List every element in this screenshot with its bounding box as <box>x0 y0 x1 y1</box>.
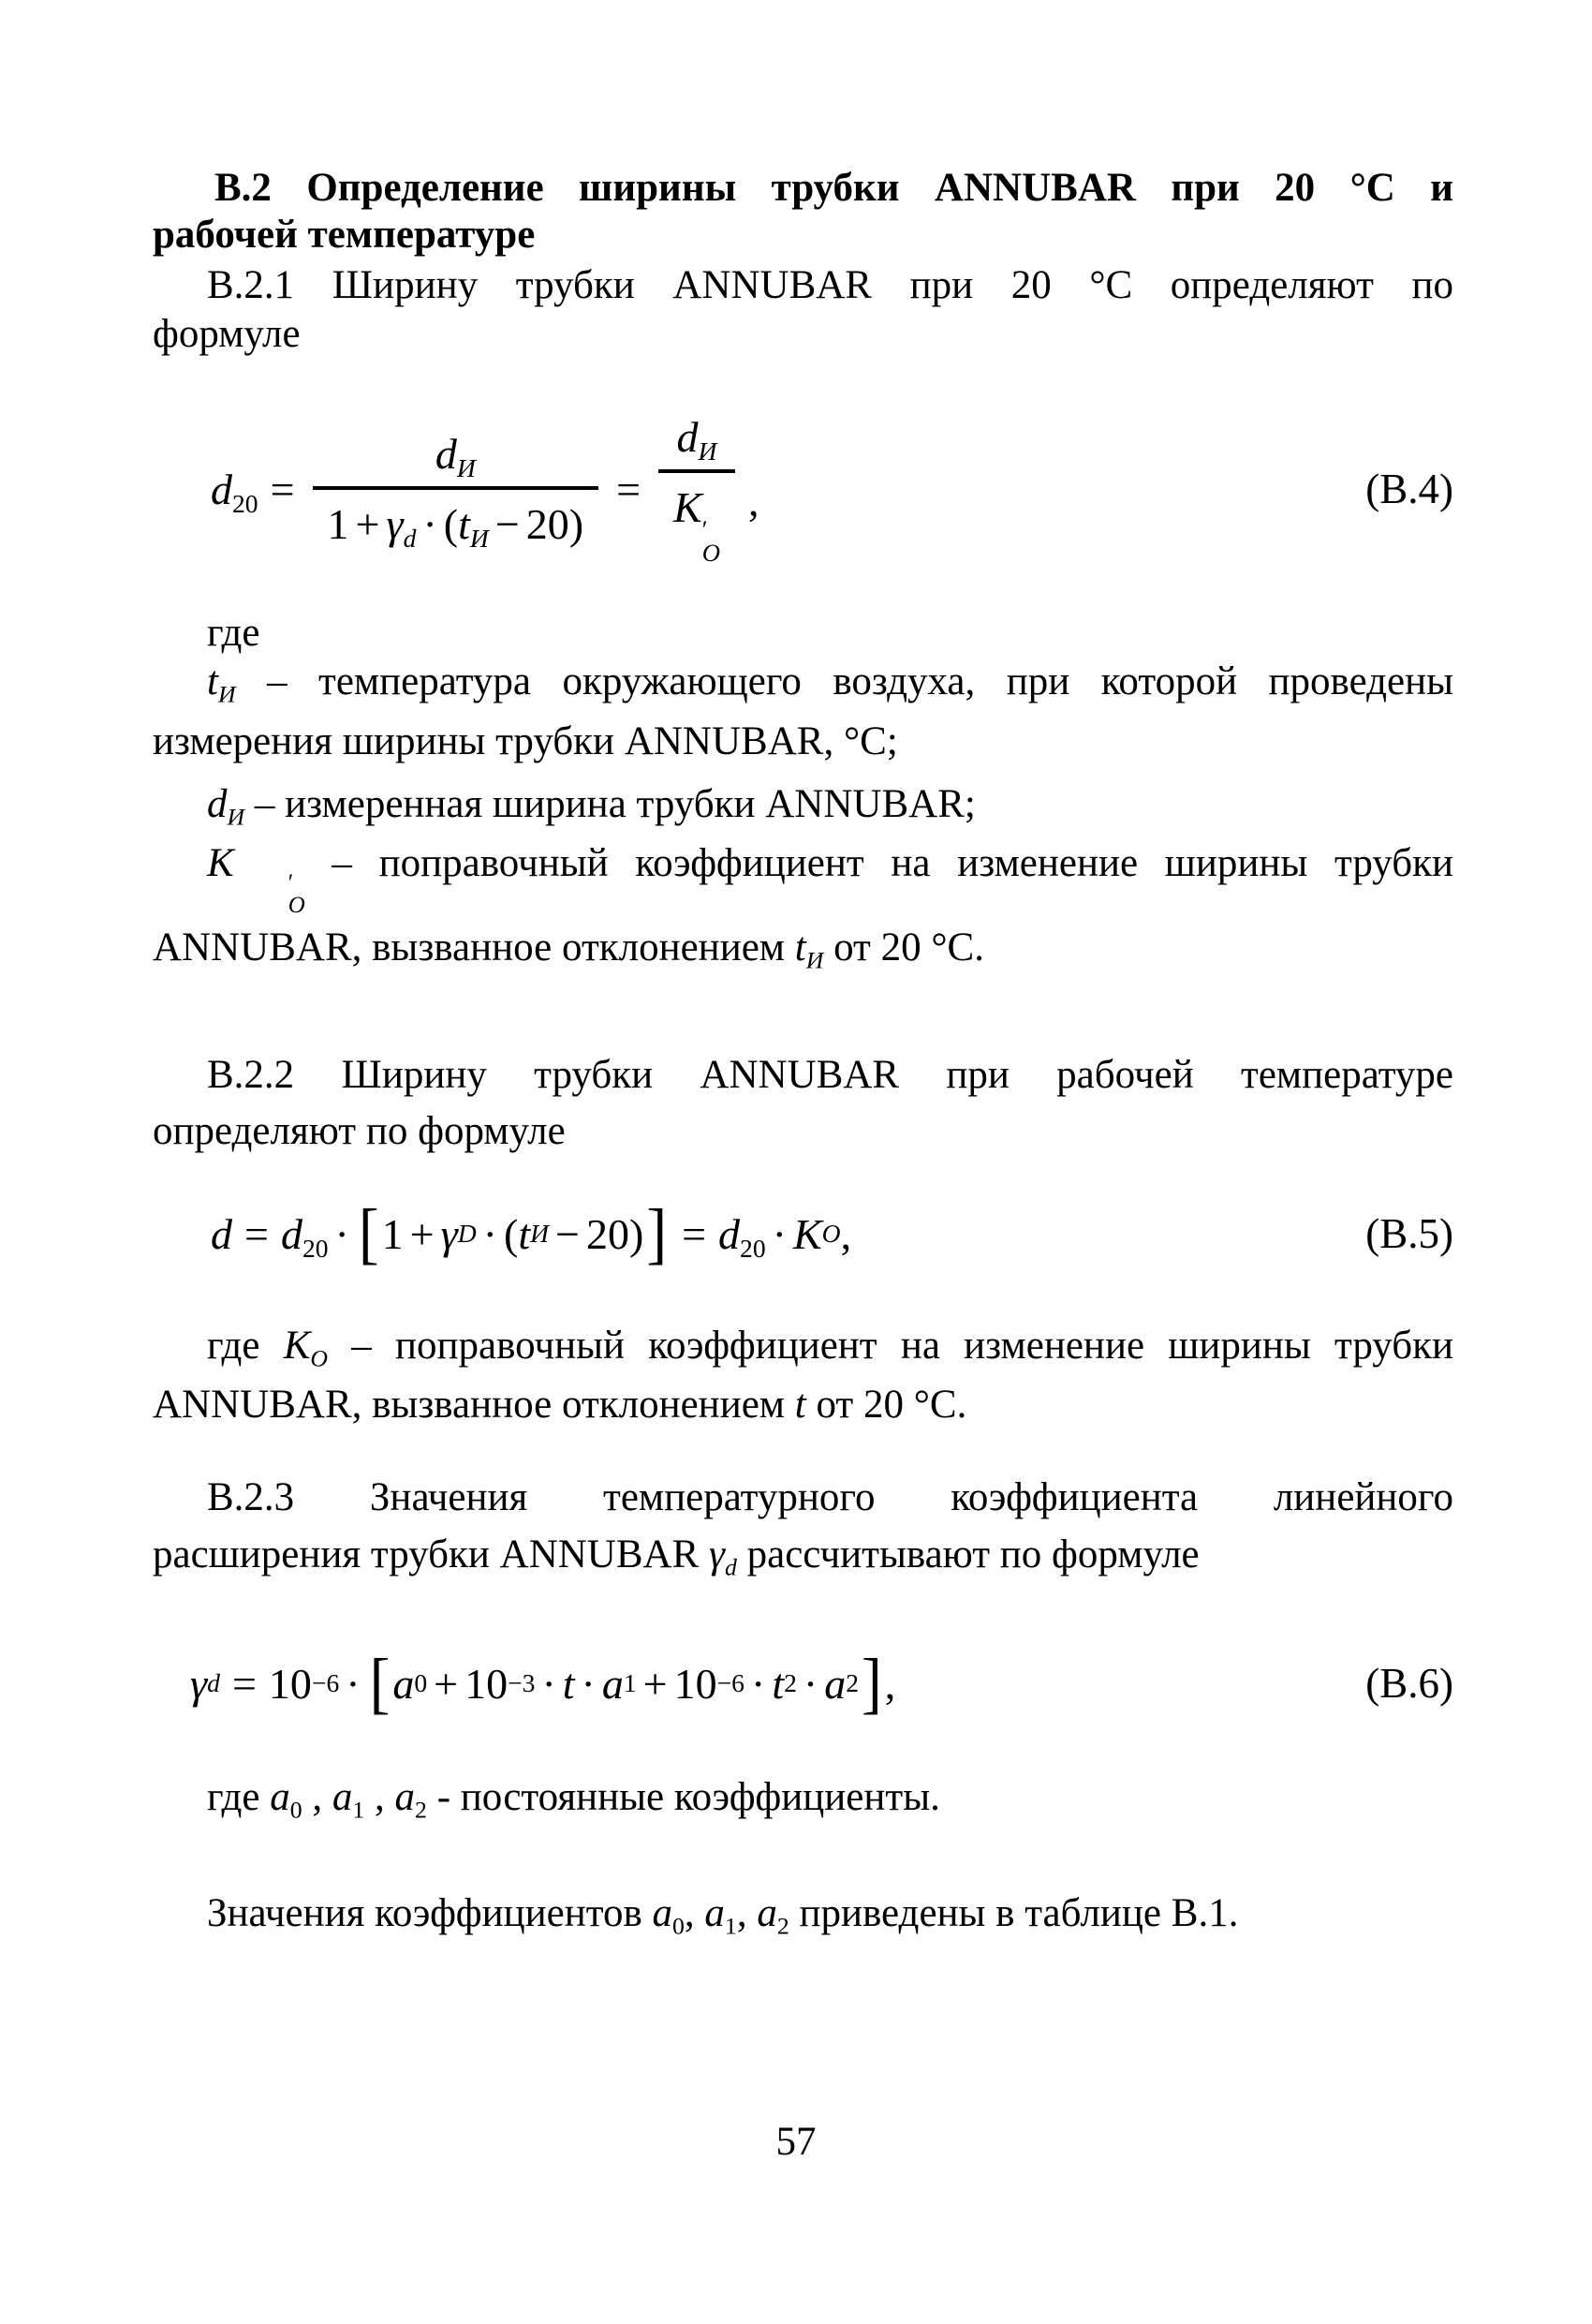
definition-d-line: $d_И$ – измеренная ширина трубки ANNUBAR; <box>207 782 976 831</box>
number-ten: 10 <box>464 1659 509 1708</box>
math-a2: a <box>757 1891 777 1935</box>
math-t-squared: t <box>772 1659 785 1708</box>
paragraph-b21-line-1: В.2.1 Ширину трубки ANNUBAR при 20 °С определяют по <box>207 263 1453 307</box>
dot-operator: · <box>482 1209 497 1258</box>
equation-label-b6: (В.6) <box>1365 1660 1453 1707</box>
heading-line-2: рабочей температуре <box>153 213 536 257</box>
final-note-line: Значения коэффициентов $a_0$, $a_1$, $a_2$ приведены в таблице В.1. <box>207 1891 1239 1940</box>
math-gamma: γ <box>440 1209 458 1258</box>
paragraph-b23 <box>153 1469 1453 1583</box>
plus-sign: + <box>409 1209 435 1258</box>
equals-sign: = <box>231 1659 257 1708</box>
dot-operator: · <box>581 1659 596 1708</box>
math-K: K <box>283 1324 311 1368</box>
where-b5-line-1: где $K_О$ – поправочный коэффициент на изменение ширины трубки <box>207 1324 1454 1372</box>
number-ten: 10 <box>673 1659 717 1708</box>
denominator: K ′ О <box>658 469 735 566</box>
dot-operator: · <box>541 1659 556 1708</box>
fraction-1 <box>313 429 599 553</box>
definition-k-line-2: ANNUBAR, вызванное отклонением $t_И$ от 20 °С. <box>153 925 984 974</box>
math-a2: a <box>824 1659 847 1708</box>
definition-t-line-2: измерения ширины трубки ANNUBAR, °С; <box>153 719 898 763</box>
minus-sign: − <box>555 1209 580 1258</box>
paragraph-b22 <box>153 1047 1453 1160</box>
dot-operator: · <box>334 1209 349 1258</box>
math-a1: a <box>332 1775 353 1819</box>
where-b5-line-2: ANNUBAR, вызванное отклонением t от 20 °С. <box>153 1383 967 1427</box>
equals-sign: = <box>244 1209 269 1258</box>
math-t: t <box>207 659 218 703</box>
close-paren: ) <box>628 1209 644 1258</box>
final-note <box>153 1885 1453 1943</box>
math-d20: $d_{20}$ <box>718 1209 766 1263</box>
paragraph-b21-line-2: формуле <box>153 312 301 356</box>
definition-t-line-1: $t_И$ – температура окружающего воздуха, при которой проведены <box>207 659 1453 708</box>
where-b6 <box>153 1769 1453 1827</box>
where-b5 <box>153 1316 1453 1434</box>
number-one: 1 <box>381 1209 404 1258</box>
formula-b6: γ d = 10 −6 · [ a 0 + 10 −3 · t · a 1 + 10 −6 · t 2 · a 2 ] , (В.6) <box>190 1645 1453 1722</box>
paragraph-b22-line-1: В.2.2 Ширину трубки ANNUBAR при рабочей температуре <box>207 1053 1453 1097</box>
math-k: K <box>207 841 234 885</box>
where-b6-line: где $a_0$ , $a_1$ , $a_2$ - постоянные коэффициенты. <box>207 1775 940 1824</box>
plus-sign: + <box>642 1659 668 1708</box>
math-a1: a <box>704 1891 725 1935</box>
math-gamma: γ <box>709 1532 725 1576</box>
math-d20: $d_{20}$ <box>280 1209 329 1263</box>
k-prime-sub: ′ О <box>287 870 305 919</box>
paragraph-b22-line-2: определяют по формуле <box>153 1109 566 1153</box>
comma: , <box>748 476 759 525</box>
heading-line-1: В.2 Определение ширины трубки ANNUBAR при 20 °С и <box>214 166 1453 210</box>
page-number: 57 <box>775 2120 817 2164</box>
denominator: $1 + \gamma_d \cdot (t_И - 20)$ <box>313 486 599 549</box>
math-a1: a <box>601 1659 624 1708</box>
formula-b4 <box>153 413 1453 568</box>
math-d: d <box>207 782 228 826</box>
formula-b5: d = $d_{20}$ · [ 1 + γ D · ( t И − 20 ) ] = $d_{20}$ · K О , (В.5) <box>211 1195 1453 1272</box>
math-a0: a <box>652 1891 672 1935</box>
formula-b4-lhs: $d_{20}$ <box>211 465 258 518</box>
number-ten: 10 <box>268 1659 312 1708</box>
definition-k <box>153 834 1453 978</box>
comma: , <box>840 1209 852 1258</box>
dot-operator: · <box>750 1659 766 1708</box>
definition-k-line-1: K ′ О – поправочный коэффициент на изменение ширины трубки <box>207 841 1453 919</box>
math-a2: a <box>394 1775 416 1819</box>
math-t: t <box>794 1383 806 1427</box>
math-gamma: γ <box>190 1659 208 1708</box>
math-d: d <box>211 1209 232 1258</box>
dot-operator: · <box>346 1659 361 1708</box>
paragraph-b23-line-2: расширения трубки ANNUBAR $\gamma_d$ рассчитывают по формуле <box>153 1532 1200 1581</box>
math-t: t <box>794 925 806 970</box>
comma: , <box>884 1659 896 1708</box>
numerator: $d_И$ <box>435 430 476 482</box>
k-prime-sub: ′ О <box>701 514 720 568</box>
fraction-2 <box>658 412 735 566</box>
numerator: $d_И$ <box>676 413 717 466</box>
math-K: K <box>792 1209 822 1258</box>
equals-sign: = <box>270 465 295 513</box>
open-paren: ( <box>503 1209 519 1258</box>
definition-t <box>153 652 1453 772</box>
paragraph-b21 <box>153 261 1453 359</box>
dot-operator: · <box>772 1209 787 1258</box>
dot-operator: · <box>803 1659 818 1708</box>
paragraph-b23-line-1: В.2.3 Значения температурного коэффициента линейного <box>207 1475 1453 1519</box>
equation-label-b4: (В.4) <box>1365 466 1453 512</box>
number-twenty: 20 <box>585 1209 629 1258</box>
math-a0: a <box>392 1659 415 1708</box>
plus-sign: + <box>434 1659 459 1708</box>
math-t: t <box>562 1659 575 1708</box>
equals-sign: = <box>682 1209 707 1258</box>
definition-d <box>153 776 1453 834</box>
math-a0: a <box>270 1775 290 1819</box>
where-word: где <box>207 611 260 655</box>
equation-label-b5: (В.5) <box>1365 1210 1453 1257</box>
math-t: t <box>518 1209 531 1258</box>
section-heading <box>153 165 1453 259</box>
equals-sign: = <box>616 465 641 513</box>
